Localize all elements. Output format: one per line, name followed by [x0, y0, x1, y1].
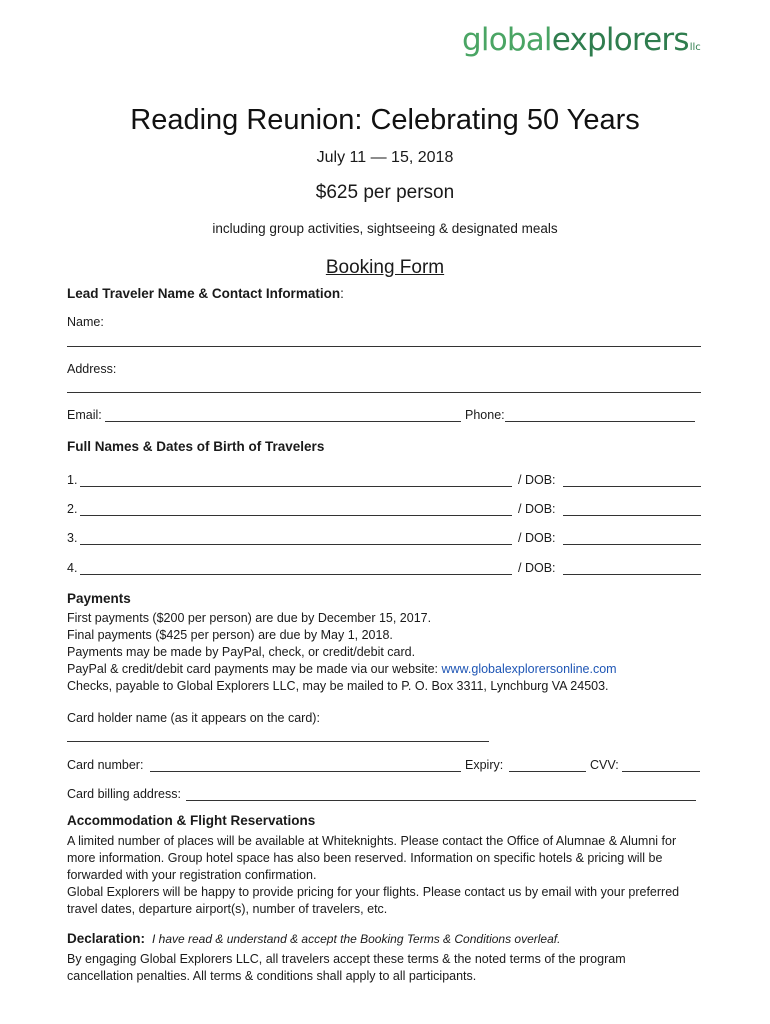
logo-part-global: global: [462, 22, 552, 58]
payment-line: Final payments ($425 per person) are due by May 1, 2018.: [67, 628, 393, 642]
declaration-statement: I have read & understand & accept the Booking Terms & Conditions overleaf.: [151, 932, 561, 946]
company-logo: [462, 22, 701, 58]
payments-text: [67, 610, 617, 695]
lead-heading-colon: :: [340, 286, 344, 301]
billing-address-field[interactable]: [186, 800, 696, 801]
name-label: Name:: [67, 315, 104, 329]
accommodation-text: [67, 833, 679, 918]
expiry-label: Expiry:: [465, 758, 504, 772]
card-holder-field[interactable]: [67, 741, 489, 742]
payment-checks-line: Checks, payable to Global Explorers LLC, may be mailed to P. O. Box 3311, Lynchburg VA 24503.: [67, 679, 609, 693]
card-number-label: Card number:: [67, 758, 144, 772]
accommodation-line: more information. Group hotel space has also been reserved. Information on specific hotels & pricing will be: [67, 851, 663, 865]
address-field[interactable]: [67, 392, 701, 393]
accommodation-line: A limited number of places will be available at Whiteknights. Please contact the Office of Alumnae & Alumni for: [67, 834, 677, 848]
event-dates: July 11 — 15, 2018: [316, 149, 454, 166]
email-field[interactable]: [105, 421, 461, 422]
form-title: [0, 257, 770, 279]
traveler-2-name-field[interactable]: [80, 515, 512, 516]
cvv-field[interactable]: [622, 771, 700, 772]
traveler-2-dob-field[interactable]: [563, 515, 701, 516]
phone-label: Phone:: [465, 408, 505, 422]
price-includes: including group activities, sightseeing & designated meals: [212, 221, 558, 236]
logo-part-explorers: explorers: [551, 22, 689, 58]
travelers-heading: Full Names & Dates of Birth of Travelers: [67, 439, 325, 454]
website-text: PayPal & credit/debit card payments may be made via our website:: [67, 662, 439, 676]
page-title: Reading Reunion: Celebrating 50 Years: [130, 104, 640, 136]
traveler-3-dob-label: / DOB:: [518, 531, 556, 545]
declaration-line: cancellation penalties. All terms & conditions shall apply to all participants.: [67, 969, 477, 983]
traveler-row-2-number: 2.: [67, 502, 78, 516]
traveler-3-name-field[interactable]: [80, 544, 512, 545]
lead-heading-text: Lead Traveler Name & Contact Information: [67, 286, 341, 301]
address-label: Address:: [67, 362, 117, 376]
billing-address-label: Card billing address:: [67, 787, 181, 801]
traveler-row-1-number: 1.: [67, 473, 78, 487]
phone-field[interactable]: [505, 421, 695, 422]
accommodation-heading: Accommodation & Flight Reservations: [67, 813, 316, 828]
lead-traveler-heading: [67, 286, 344, 301]
logo-suffix: llc: [689, 42, 701, 53]
payments-heading: Payments: [67, 591, 131, 606]
traveler-4-dob-label: / DOB:: [518, 561, 556, 575]
payment-line: First payments ($200 per person) are due by December 15, 2017.: [67, 611, 432, 625]
event-price: $625 per person: [315, 182, 455, 203]
email-label: Email:: [67, 408, 102, 422]
card-number-field[interactable]: [150, 771, 461, 772]
accommodation-line: travel dates, departure airport(s), number of travelers, etc.: [67, 902, 388, 916]
traveler-row-4-number: 4.: [67, 561, 78, 575]
form-title-text: Booking Form: [325, 257, 445, 278]
traveler-1-dob-field[interactable]: [563, 486, 701, 487]
website-link[interactable]: www.globalexplorersonline.com: [441, 662, 617, 676]
accommodation-line: Global Explorers will be happy to provide pricing for your flights. Please contact us by email with your preferred: [67, 885, 680, 899]
declaration-text: [67, 951, 626, 985]
declaration-heading-line: [67, 931, 560, 946]
traveler-1-dob-label: / DOB:: [518, 473, 556, 487]
traveler-2-dob-label: / DOB:: [518, 502, 556, 516]
declaration-line: By engaging Global Explorers LLC, all travelers accept these terms & the noted terms of the program: [67, 952, 626, 966]
name-field[interactable]: [67, 346, 701, 347]
accommodation-line: forwarded with your registration confirmation.: [67, 868, 317, 882]
traveler-4-name-field[interactable]: [80, 574, 512, 575]
traveler-1-name-field[interactable]: [80, 486, 512, 487]
expiry-field[interactable]: [509, 771, 586, 772]
payment-line: Payments may be made by PayPal, check, or credit/debit card.: [67, 645, 416, 659]
declaration-heading: Declaration:: [67, 931, 146, 946]
traveler-row-3-number: 3.: [67, 531, 78, 545]
traveler-3-dob-field[interactable]: [563, 544, 701, 545]
payment-website-line: [67, 661, 617, 678]
traveler-4-dob-field[interactable]: [563, 574, 701, 575]
cvv-label: CVV:: [590, 758, 619, 772]
card-holder-label: Card holder name (as it appears on the card):: [67, 711, 320, 725]
